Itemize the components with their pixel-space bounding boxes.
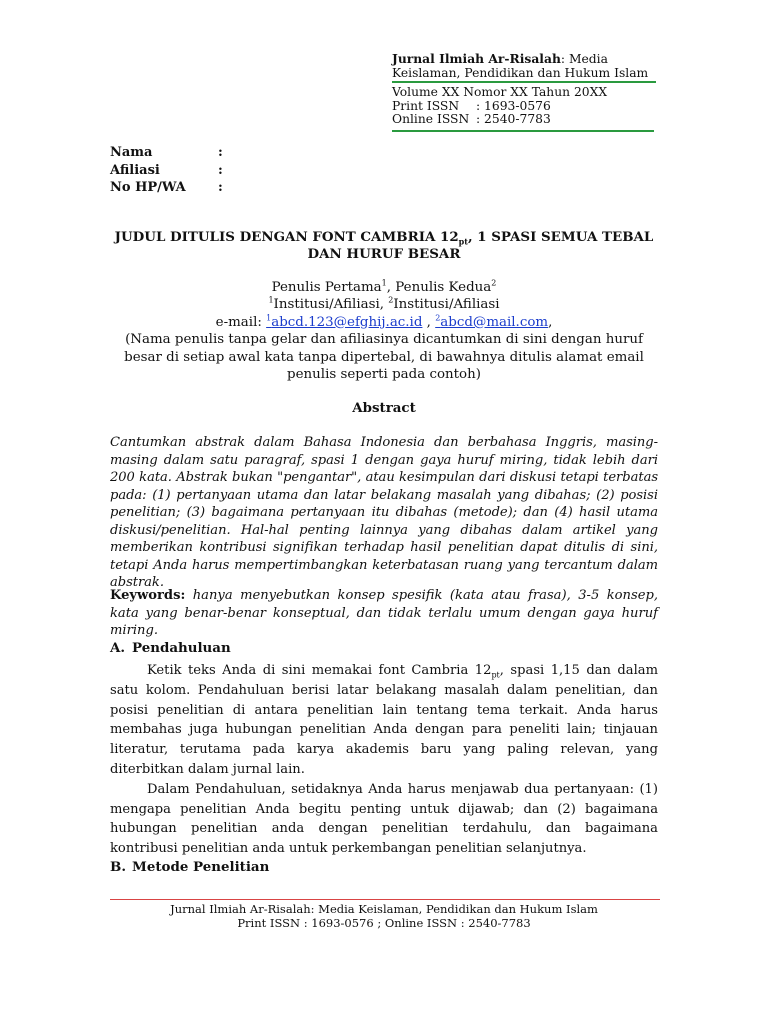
- header-divider-top: [392, 81, 656, 83]
- footer-journal-name: Jurnal Ilmiah Ar-Risalah: Media Keislaman, Pendidikan dan Hukum Islam: [170, 902, 598, 916]
- online-issn-value: : 2540-7783: [476, 112, 551, 126]
- keywords-text: hanya menyebutkan konsep spesifik (kata atau frasa), 3-5 konsep, kata yang benar-benar konseptual, dan tidak terlalu umum dengan gaya huruf miring.: [110, 588, 658, 638]
- page-footer: [108, 903, 660, 930]
- introduction-body: [110, 661, 658, 859]
- paper-title: JUDUL DITULIS DENGAN FONT CAMBRIA $12_{pt}$, 1 SPASI SEMUA TEBAL DAN HURUF BESAR: [114, 229, 654, 262]
- field-name: Nama :: [110, 145, 223, 160]
- author-emails: e-mail: $^1$abcd.123@efghij.ac.id , $^2$abcd@mail.com,: [215, 313, 553, 330]
- section-heading-introduction: A. Pendahuluan: [110, 640, 231, 656]
- journal-name: Jurnal Ilmiah Ar-Risalah: [392, 51, 561, 66]
- author-block: [108, 279, 660, 383]
- journal-issue-info: [392, 86, 656, 127]
- footer-divider: [110, 899, 660, 900]
- email-link-2[interactable]: $^2$abcd@mail.com: [435, 313, 549, 330]
- introduction-paragraph-1: Ketik teks Anda di sini memakai font Cambria $12_{pt}$, spasi 1,15 dan dalam satu kolom. Pendahuluan berisi latar belakang masalah dalam penelitian, dan posisi penelitian di antara penelitian lain tentang tema terkait. Anda harus membahas juga hubungan penelitian Anda dengan para peneliti lain; tinjauan literatur, terutama pada karya akademis baru yang paling relevan, yang diterbitkan dalam jurnal lain.: [110, 663, 659, 777]
- author-info-fields: [110, 144, 223, 197]
- author-note: (Nama penulis tanpa gelar dan afiliasinya dicantumkan di sini dengan huruf besar di setiap awal kata tanpa dipertebal, di bawahnya ditulis alamat email penulis seperti pada contoh): [124, 332, 644, 383]
- field-phone: No HP/WA :: [110, 180, 223, 195]
- introduction-paragraph-2: Dalam Pendahuluan, setidaknya Anda harus menjawab dua pertanyaan: (1) mengapa penelitian Anda begitu penting untuk dijawab; dan (2) bagaimana hubungan penelitian anda dengan penelitian terdahulu, dan bagaimana kontribusi penelitian anda untuk perkembangan penelitian selanjutnya.: [110, 781, 658, 857]
- author-institutions: $^1$Institusi/Afiliasi, $^2$Institusi/Afiliasi: [268, 295, 500, 313]
- keywords: [110, 587, 658, 640]
- field-affiliation: Afiliasi :: [110, 162, 223, 178]
- online-issn-label: Online ISSN: [392, 112, 470, 126]
- abstract-heading: Abstract: [352, 400, 416, 416]
- print-issn-label: Print ISSN: [392, 98, 460, 113]
- print-issn-value: : 1693-0576: [476, 98, 551, 113]
- print-issn-line: [392, 100, 656, 114]
- footer-issn: Print ISSN : 1693-0576 ; Online ISSN : 2540-7783: [237, 915, 531, 930]
- email-link-1[interactable]: $^1$abcd.123@efghij.ac.id: [266, 313, 423, 330]
- author-names: Penulis Pertama$^1$, Penulis Kedua$^2$: [271, 278, 497, 295]
- journal-subtitle: : Media Keislaman, Pendidikan dan Hukum Islam: [392, 52, 649, 80]
- online-issn-line: [392, 113, 656, 127]
- section-heading-method: B. Metode Penelitian: [110, 859, 270, 875]
- volume-line: Volume XX Nomor XX Tahun 20XX: [392, 85, 608, 99]
- keywords-label: Keywords:: [110, 588, 186, 603]
- header-divider-bottom: [392, 130, 654, 132]
- abstract-text: Cantumkan abstrak dalam Bahasa Indonesia dan berbahasa Inggris, masing-masing dalam satu paragraf, spasi 1 dengan gaya huruf miring, tidak lebih dari 200 kata. Abstrak bukan "pengantar", atau kesimpulan dari diskusi tetapi terbatas pada: (1) pertanyaan utama dan latar belakang masalah yang dibahas; (2) posisi penelitian; (3) bagaimana pertanyaan itu dibahas (metode); dan (4) hasil utama diskusi/penelitian. Hal-hal penting lainnya yang dibahas dalam artikel yang memberikan kontribusi signifikan terhadap hasil penelitian dapat ditulis di sini, tetapi Anda harus mempertimbangkan keterbatasan ruang yang tercantum dalam abstrak.: [110, 435, 658, 590]
- journal-header: [392, 52, 656, 80]
